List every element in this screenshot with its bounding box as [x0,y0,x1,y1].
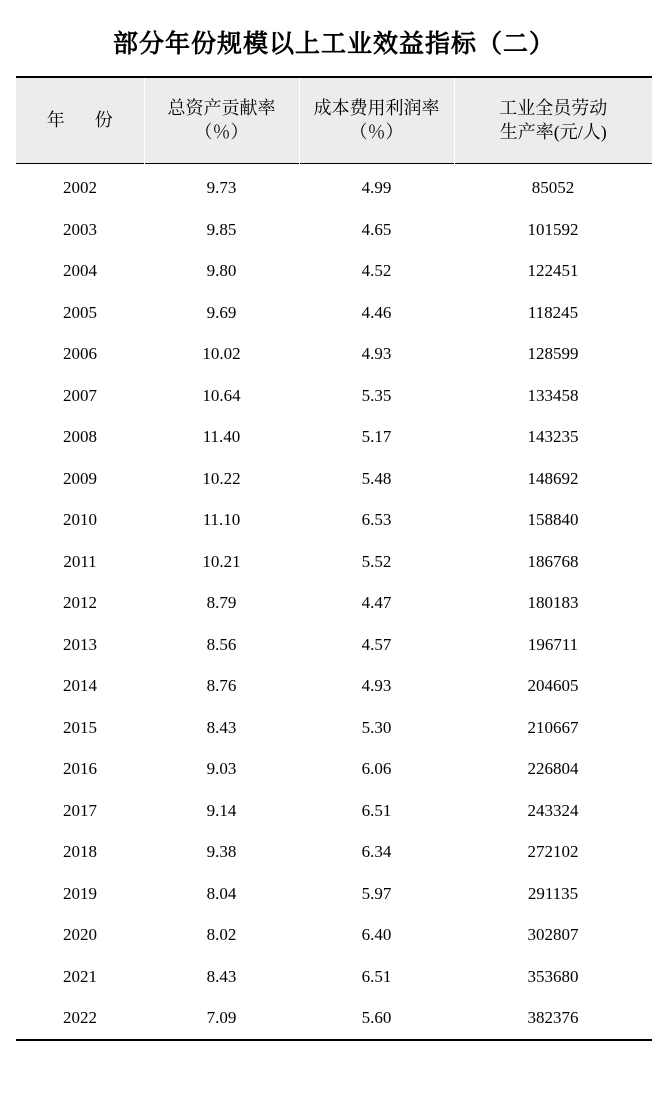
table-row [16,790,652,832]
cell-year: 2017 [63,800,97,820]
table-row [16,998,652,1040]
page-title: 部分年份规模以上工业效益指标（二） [112,31,555,58]
cell-labor-productivity: 243324 [527,800,579,820]
cell-labor-productivity: 148692 [527,468,579,488]
cell-year: 2018 [63,842,97,862]
table-row [16,500,652,542]
cell-labor-productivity: 272102 [527,842,579,862]
cell-total-asset-contribution: 8.56 [206,634,237,654]
table-row [16,956,652,998]
cell-cost-profit-margin: 5.30 [361,717,392,737]
cell-year: 2020 [63,925,97,945]
table-body [16,163,652,1039]
table-row [16,375,652,417]
cell-labor-productivity: 133458 [527,385,579,405]
cell-total-asset-contribution: 9.85 [206,219,237,239]
cell-year: 2009 [63,468,97,488]
cell-cost-profit-margin: 4.47 [361,593,392,613]
cell-cost-profit-margin: 6.40 [361,925,392,945]
cell-total-asset-contribution: 9.80 [206,261,237,281]
table-row [16,749,652,791]
table-row [16,873,652,915]
cell-cost-profit-margin: 4.93 [361,344,392,364]
cell-cost-profit-margin: 5.48 [361,468,392,488]
cell-cost-profit-margin: 6.34 [361,842,392,862]
cell-year: 2003 [63,219,97,239]
cell-total-asset-contribution: 9.73 [206,178,237,198]
cell-year: 2008 [63,427,97,447]
cell-labor-productivity: 196711 [527,634,579,654]
cell-year: 2014 [63,676,97,696]
cell-year: 2010 [63,510,97,530]
cell-year: 2013 [63,634,97,654]
column-header-year: 年 份 [16,77,144,163]
cell-cost-profit-margin: 4.99 [361,178,392,198]
table-row [16,915,652,957]
cell-cost-profit-margin: 5.17 [361,427,392,447]
cell-total-asset-contribution: 11.10 [202,510,241,530]
cell-total-asset-contribution: 7.09 [206,1008,237,1028]
table-row [16,417,652,459]
cell-year: 2015 [63,717,97,737]
cell-total-asset-contribution: 8.79 [206,593,237,613]
table-row [16,583,652,625]
table-row [16,251,652,293]
column-header-labor-productivity: 工业全员劳动 生产率(元/人) [454,77,652,163]
table-header [16,77,652,163]
column-header-total-asset-contribution: 总资产贡献率 （％） [144,77,299,163]
cell-labor-productivity: 186768 [527,551,579,571]
cell-year: 2002 [63,178,97,198]
cell-labor-productivity: 353680 [527,966,579,986]
cell-cost-profit-margin: 4.65 [361,219,392,239]
cell-total-asset-contribution: 8.76 [206,676,237,696]
cell-cost-profit-margin: 4.46 [361,302,392,322]
cell-labor-productivity: 85052 [531,178,575,198]
cell-cost-profit-margin: 5.35 [361,385,392,405]
cell-labor-productivity: 382376 [527,1008,579,1028]
table-row [16,163,652,209]
cell-labor-productivity: 122451 [527,261,579,281]
cell-year: 2007 [63,385,97,405]
table-row [16,707,652,749]
table-row [16,334,652,376]
table-row [16,832,652,874]
cell-year: 2004 [63,261,97,281]
table-row [16,624,652,666]
cell-year: 2019 [63,883,97,903]
cell-labor-productivity: 128599 [527,344,579,364]
table-row [16,458,652,500]
cell-total-asset-contribution: 9.14 [206,800,237,820]
cell-total-asset-contribution: 9.38 [206,842,237,862]
cell-total-asset-contribution: 10.02 [202,344,241,364]
column-header-cost-profit-margin: 成本费用利润率 （％） [299,77,454,163]
cell-year: 2006 [63,344,97,364]
table-row [16,541,652,583]
cell-cost-profit-margin: 4.52 [361,261,392,281]
cell-year: 2012 [63,593,97,613]
cell-labor-productivity: 101592 [527,219,579,239]
cell-total-asset-contribution: 8.02 [206,925,237,945]
cell-year: 2011 [63,551,97,571]
cell-total-asset-contribution: 8.04 [206,883,237,903]
cell-total-asset-contribution: 10.21 [202,551,241,571]
cell-year: 2021 [63,966,97,986]
cell-cost-profit-margin: 5.60 [361,1008,392,1028]
cell-cost-profit-margin: 6.06 [361,759,392,779]
cell-total-asset-contribution: 10.22 [202,468,241,488]
cell-cost-profit-margin: 5.52 [361,551,392,571]
cell-labor-productivity: 180183 [527,593,579,613]
table-row [16,666,652,708]
cell-total-asset-contribution: 8.43 [206,966,237,986]
cell-total-asset-contribution: 8.43 [206,717,237,737]
cell-cost-profit-margin: 5.97 [361,883,392,903]
cell-labor-productivity: 204605 [527,676,579,696]
cell-labor-productivity: 226804 [527,759,579,779]
cell-labor-productivity: 158840 [527,510,579,530]
table-row [16,209,652,251]
cell-total-asset-contribution: 11.40 [202,427,241,447]
table-header-row [16,77,652,163]
cell-labor-productivity: 210667 [527,717,579,737]
cell-year: 2005 [63,302,97,322]
table-bottom-rule [16,1039,652,1041]
cell-year: 2022 [63,1008,97,1028]
cell-cost-profit-margin: 6.53 [361,510,392,530]
cell-labor-productivity: 302807 [527,925,579,945]
cell-cost-profit-margin: 4.57 [361,634,392,654]
cell-labor-productivity: 291135 [527,883,579,903]
cell-cost-profit-margin: 4.93 [361,676,392,696]
cell-labor-productivity: 143235 [527,427,579,447]
cell-year: 2016 [63,759,97,779]
cell-total-asset-contribution: 9.69 [206,302,237,322]
table-row [16,292,652,334]
cell-total-asset-contribution: 9.03 [206,759,237,779]
industrial-efficiency-table [16,76,652,1039]
cell-total-asset-contribution: 10.64 [202,385,241,405]
cell-cost-profit-margin: 6.51 [361,800,392,820]
cell-labor-productivity: 118245 [527,302,579,322]
cell-cost-profit-margin: 6.51 [361,966,392,986]
